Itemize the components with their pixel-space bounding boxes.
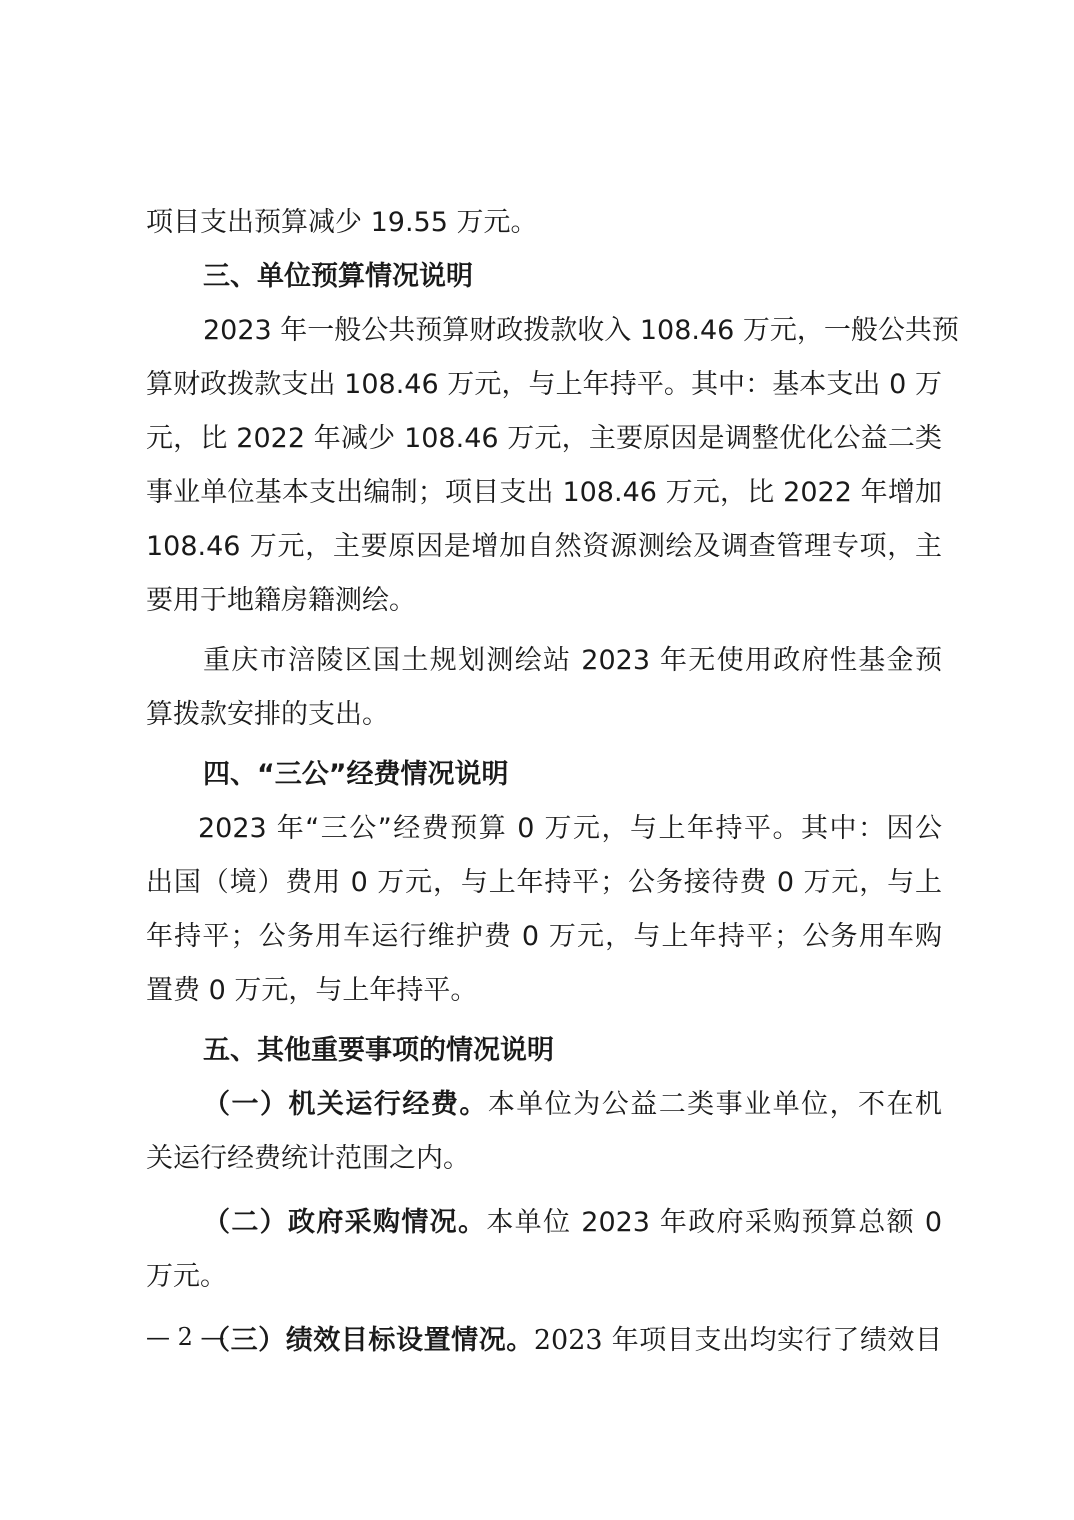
paragraph-text: 2023 年项目支出均实行了绩效目 xyxy=(533,1325,943,1356)
paragraph-line: 算财政拨款支出 108.46 万元，与上年持平。其中：基本支出 0 万 xyxy=(146,369,942,400)
paragraph-line: 出国（境）费用 0 万元，与上年持平；公务接待费 0 万元，与上 xyxy=(146,867,942,898)
paragraph-line: 关运行经费统计范围之内。 xyxy=(146,1143,470,1174)
paragraph-line: 重庆市涪陵区国土规划测绘站 2023 年无使用政府性基金预 xyxy=(203,645,942,676)
paragraph-line: 算拨款安排的支出。 xyxy=(146,699,389,730)
paragraph-line: 年持平；公务用车运行维护费 0 万元，与上年持平；公务用车购 xyxy=(146,921,942,952)
paragraph-line: 2023 年“三公”经费预算 0 万元，与上年持平。其中：因公 xyxy=(198,813,942,844)
paragraph-line: 要用于地籍房籍测绘。 xyxy=(146,585,416,616)
paragraph-line xyxy=(146,1196,942,1250)
subheading-performance-goals: （三）绩效目标设置情况。 xyxy=(203,1325,534,1356)
paragraph-text: 本单位 2023 年政府采购预算总额 0 xyxy=(486,1207,942,1238)
paragraph-line: 万元。 xyxy=(146,1261,227,1292)
paragraph-line xyxy=(146,1314,942,1368)
section-heading-3: 三、单位预算情况说明 xyxy=(203,261,473,292)
paragraph-line: 项目支出预算减少 19.55 万元。 xyxy=(146,207,538,238)
paragraph-line: 2023 年一般公共预算财政拨款收入 108.46 万元，一般公共预 xyxy=(203,315,959,346)
document-body xyxy=(146,196,959,1368)
section-heading-4: 四、“三公”经费情况说明 xyxy=(203,759,509,790)
paragraph-line: 置费 0 万元，与上年持平。 xyxy=(146,975,478,1006)
subheading-operating-expenses: （一）机关运行经费。 xyxy=(203,1089,488,1120)
paragraph-text: 本单位为公益二类事业单位，不在机 xyxy=(487,1089,943,1120)
paragraph-line: 108.46 万元，主要原因是增加自然资源测绘及调查管理专项，主 xyxy=(146,531,942,562)
section-heading-5: 五、其他重要事项的情况说明 xyxy=(203,1035,554,1066)
paragraph-line: 事业单位基本支出编制；项目支出 108.46 万元，比 2022 年增加 xyxy=(146,477,942,508)
page-number: — 2 — xyxy=(146,1323,225,1351)
paragraph-line: 元，比 2022 年减少 108.46 万元，主要原因是调整优化公益二类 xyxy=(146,423,942,454)
subheading-procurement: （二）政府采购情况。 xyxy=(203,1207,487,1238)
paragraph-line xyxy=(146,1078,942,1132)
